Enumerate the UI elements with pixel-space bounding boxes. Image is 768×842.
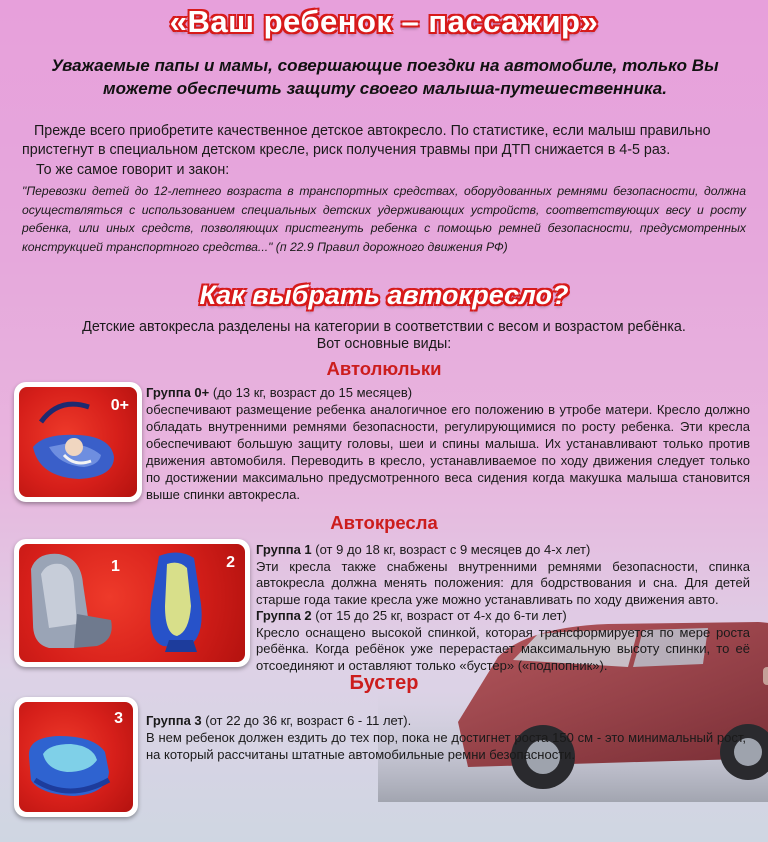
law-intro: То же самое говорит и закон: xyxy=(36,162,230,178)
section-title-seats: Автокресла xyxy=(330,512,438,533)
booster-card xyxy=(14,697,138,817)
group-label: Группа 0+ xyxy=(146,385,210,400)
group-detail: (до 13 кг, возраст до 15 месяцев) xyxy=(209,385,413,400)
group1-label: Группа 1 xyxy=(256,542,312,557)
group1-detail: (от 9 до 18 кг, возраст с 9 месяцев до 4-х лет) xyxy=(311,542,591,557)
group2-detail: (от 15 до 25 кг, возраст от 4-х до 6-ти лет) xyxy=(311,608,567,623)
group2-badge: 2 xyxy=(226,554,235,571)
seats-card xyxy=(14,539,250,667)
cradle-description xyxy=(146,384,750,503)
section-title-booster: Бустер xyxy=(349,672,419,694)
intro-text: Уважаемые папы и мамы, совершающие поездки на автомобиле, только Вы можете обеспечить защиту своего малыша-путешественника. xyxy=(51,56,719,98)
booster-description xyxy=(146,712,746,763)
group-text: обеспечивают размещение ребенка аналогичное его положению в утробе матери. Кресло должно обладать внутренними ремнями безопасности, регулирующимися по росту ребенка. Эти кресла обеспечивают большую защиту головы, шеи и спины малыша. Их устанавливают только против движения автомобиля. Переводить в кресло, устанавливаемое по ходу движения следует только по достижении максимально предусмотренного веса сидения когда макушка малыша становится выше спинки автокресла. xyxy=(146,402,750,502)
choose-title: Как выбрать автокресло? xyxy=(199,280,569,310)
statistics-paragraph: Прежде всего приобретите качественное детское автокресло. По статистике, если малыш правильно пристегнут в специальном детском кресле, риск получения травмы при ДТП снижается в 4-5 раз. xyxy=(22,123,711,158)
cradle-card xyxy=(14,382,142,502)
group2-text: Кресло оснащено высокой спинкой, которая трансформируется по мере роста ребёнка. Когда ребёнок уже перерастает максимальную высоту спинки, то её отсоединяют и оставляют только «бустер» («подпопник»). xyxy=(256,624,750,673)
group1-badge: 1 xyxy=(111,558,120,575)
group1-text: Эти кресла также снабжены внутренними ремнями безопасности, спинка автокресла должна менять положения: для бодрствования и сна. Для детей старше года такие кресла уже можно устанавливать по ходу движения авто. xyxy=(256,558,750,607)
group2-label: Группа 2 xyxy=(256,608,312,623)
group3-text: В нем ребенок должен ездить до тех пор, пока не достигнет роста 150 см - это минимальный рост, на который рассчитаны штатные автомобильные ремни безопасности. xyxy=(146,730,746,762)
seats-description xyxy=(256,542,750,674)
group3-badge: 3 xyxy=(114,710,123,727)
car-seats-icon xyxy=(19,544,245,662)
page-title: «Ваш ребенок – пассажир» xyxy=(169,4,599,39)
law-quote: "Перевозки детей до 12-летнего возраста в транспортных средствах, оборудованных ремнями безопасности, должна осуществляться с использованием специальных детских удерживающих устройств, соответствующих весу и росту ребенка, или иных средств, позволяющих пристегнуть ребенка с помощью ремней безопасности, предусмотренных конструкцией транспортного средства..." (п 22.9 Правил дорожного движения РФ) xyxy=(22,184,746,254)
categories-text: Детские автокресла разделены на категории в соответствии с весом и возрастом ребёнка. xyxy=(82,319,686,335)
group-badge: 0+ xyxy=(110,397,129,414)
group3-label: Группа 3 xyxy=(146,713,202,728)
group3-detail: (от 22 до 36 кг, возраст 6 - 11 лет). xyxy=(201,713,412,728)
main-kinds-text: Вот основные виды: xyxy=(316,336,452,352)
booster-seat-icon xyxy=(19,702,133,812)
infant-carrier-icon xyxy=(19,387,137,497)
section-title-cradles: Автолюльки xyxy=(326,358,442,379)
